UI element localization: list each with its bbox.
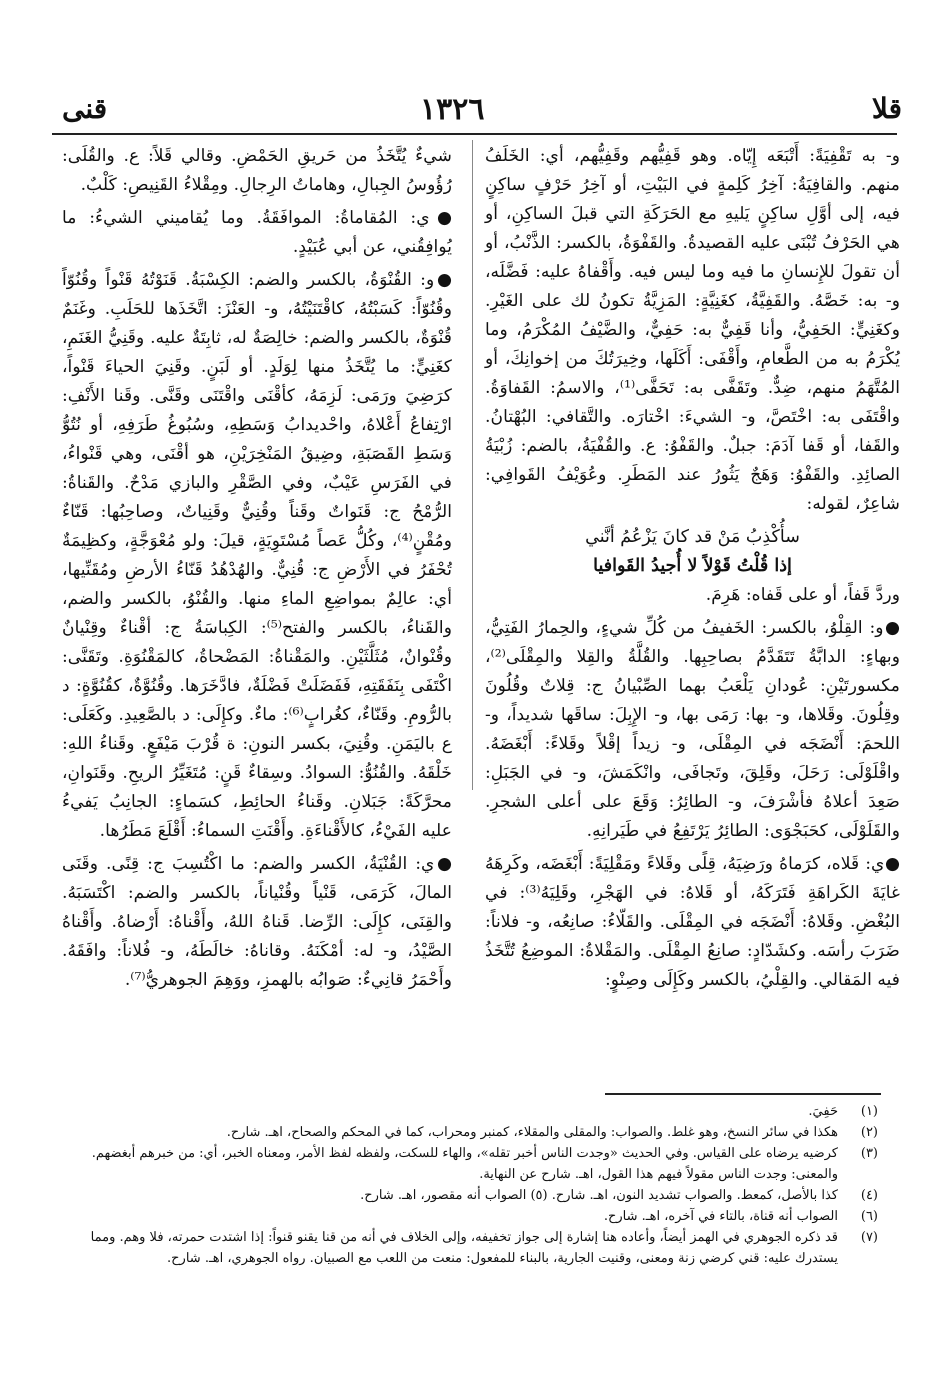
paragraph: ●ي: القُنْيَةُ، الكسر والضم: ما اكْتُسِبَ ج: قِنًى. وقَنَى المالَ، كَرَمَى، قَنْياً وقُنْياناً، بالكسر والضم: اكْتَسَبَهُ. والقِنَى، كإِلَى: الرِّضا. قَناهُ اللهُ، وأَقْناهُ: أَرْضاهُ. وأَقْناهُ الصَّيْدُ، و- له: أمْكَنَهُ. وقاناهُ: خالَطَهُ، و- فُلاناً: وافَقَهُ. وأَحْمَرُ قانِيءٌ: صَوابُه بالهمزِ، ووَهِمَ الجوهريُّ⁽⁷⁾.	[62, 854, 452, 990]
paragraph: و- به تَقْفِيَةً: أَتْبَعَه إِيّاه. وهو قَفِيُّهم وقَفِيُّهم، أي: الخَلَفُ منهم. والقافِيَةُ: آخِرُ كَلِمةٍ في البَيْتِ، أو آخِرُ حَرْفٍ ساكِنٍ فيه، إلى أوَّلِ ساكِنٍ يَليهِ مع الحَرَكَةِ التي قبلَ الساكِنِ، أو هي الحَرْفُ تُبْنَى عليه القصيدةُ. والقَفْوَةُ، بالكسر: الذَّنْبُ، أو أن تقولَ للإِنسانِ ما فيه وما ليس فيه. وأَقْفاهُ عليه: فَضَّلَه، و- به: خَصَّهُ. والقَفِيَّةُ، كغَنِيَّةٍ: المَزِيَّةُ تكونُ لك على الغَيْرِ. وكغَنِيٍّ: الحَفِيُّ، وأنا قَفِيٌّ به: حَفِيٌّ، والضَّيْفُ المُكْرَمُ، وما يُكْرَمُ به من الطَّعامِ، وأَقْفَى: أَكَلَها، وخِيرَتُكَ من إخوانِكَ، أو المُتَّهَمُ منهم، ضِدٌّ. وتَقَفَّى به: تَحَفَّى⁽¹⁾، والاسمُ: القَفاوَةُ. واقْتَفَى به: اخْتَصَّ، و- الشيءَ: اخْتارَه. والتَّقافي: البُهْتانُ. والقَفا، أو قَفا آدَمَ: جبلٌ. والقَفْوُ: ع. والقُفْيَةُ، بالضم: زُبْيَةُ الصائِدِ. والقَفْوُ: وَهَجٌ يَثُورُ عند المَطَرِ. وعُوَيْفُ القَوافِي: شاعِرٌ، لقوله:	[485, 146, 900, 514]
right-column	[485, 142, 900, 999]
footnote-number: (٧)	[860, 1230, 878, 1245]
footnote-number: (١)	[860, 1104, 878, 1119]
footnote	[52, 1185, 878, 1206]
footnote-text: الصواب أنه قناة، بالتاء في آخره، اهـ. شارح.	[603, 1209, 838, 1224]
verse-line: سأُكْذِبُ مَنْ قد كانَ يَزْعُمُ أنَّني	[585, 527, 800, 547]
paragraph: ●و: القِلْوُ، بالكسر: الخَفيفُ من كُلِّ شيءٍ، والحِمارُ الفَتِيُّ، وبهاءٍ: الدابَّةُ تَتَقَدَّمُ بصاحِبِها. والقُلَّةُ والقِلا والمِقْلَى⁽²⁾، مكسورتَيْنِ: عُودانِ يَلْعَبُ بهما الصِّبْيانُ ج: قِلاتٌ وقُلُونَ وقِلُونَ. وقَلاها، و- بها: رَمَى بها، و- الإِبِلَ: ساقَها شديداً، و- اللحمَ: أَنْضَجَه في المِقْلَى، و- زيداً إقْلاً وقَلاءً: أَبْغَضَهُ. واقْلَوْلَى: رَحَلَ، وقَلِقَ، وتَجافَى، وانْكَمَشَ، و- في الجَبَلِ: صَعِدَ أعلاهُ فأشْرَفَ، و- الطائِرُ: وَقَعَ على أعلى الشجرِ. والقَلَوْلَى، كحَبَجْوَى: الطائِرُ يَرْتَفِعُ في طَيَرانِهِ.	[485, 618, 900, 841]
footnote-text: قد ذكره الجوهري في الهمز أيضاً، وأعاده هنا إشارة إلى جواز تخفيفه، وإلى الخلاف في أنه من قنا يقنو قنواً: إذا اشتدت حمرته، فلا وهم. ومما يستدرك عليه: قني كرضي زنة ومعنى، وقنيت الجارية، بالبناء للمفعول: منعت من اللعب مع الصبيان. رواه الجوهري، اهـ. شارح.	[90, 1230, 838, 1266]
footnote	[52, 1206, 878, 1227]
column-divider	[472, 140, 473, 790]
footnote-text: كرضيه يرضاه على القياس. وفي الحديث «وجدت الناس أخبر تقله»، والهاء للسكت، ولفظه لفظ الأمر، ومعناه الخبر، أي: من خبرهم أبغضهم. والمعنى: وجدت الناس مقولاً فيهم هذا القول، اهـ. شارح عن النهاية.	[91, 1146, 838, 1182]
header-entry-word-right: قلا	[871, 92, 902, 125]
paragraph: ●ي: قَلاه، كرَماهُ ورَضِيَهُ، قِلًى وقَلاءً ومَقْلِيَةً: أَبْغَضَه، وكَرِهَهُ غايَةَ الكَراهَةِ فَتَرَكَهُ، أو قَلاهُ: في الهَجْرِ، وقَلِيَهُ⁽³⁾: في البُغْضِ. وقَلاهُ: أَنْضَجَه في المِقْلَى. والقَلّاءُ: صانِعُه، و- فلاناً: ضَرَبَ رأسَه. وكشَدّادٍ: صانِعُ المِقْلَى. والمَقْلاةُ: الموضِعُ تُتَّخَذُ فيه المَقالي. والقِلْيُ، بالكسر وكَإِلَى وصِنْوٍ:	[485, 854, 900, 990]
paragraph: ●ي: المُقاماةُ: الموافَقَةُ. وما يُقاميني الشيءُ: ما يُوافِقُني، عن أبي عُبَيْدٍ.	[62, 208, 452, 257]
footnote-text: كذا بالأصل، كمعط. والصواب تشديد النون، اهـ. شارح. (٥) الصواب أنه مقصور، اهـ. شارح.	[360, 1188, 838, 1203]
footnote-number: (٢)	[860, 1125, 878, 1140]
left-column	[62, 142, 452, 999]
footnotes	[52, 1101, 878, 1269]
footnote-number: (٦)	[860, 1209, 878, 1224]
paragraph: شيءٌ يُتَّخَذُ من حَريقِ الحَمْضِ. وقالي قَلاً: ع. والقُلَى: رُؤُوسُ الجِبالِ، وهاماتُ الرِجالِ. ومِقْلاءُ القَنِيصِ: كَلْبٌ.	[62, 146, 452, 195]
footnote-number: (٣)	[860, 1146, 878, 1161]
footnote	[52, 1101, 878, 1122]
verse-line: إذا قُلْتُ قَوْلاً لا أُجيدُ القَوافيا	[593, 556, 792, 576]
page-number: ١٣٢٦	[420, 92, 485, 127]
footnote-number: (٤)	[860, 1188, 878, 1203]
header-entry-word-left: قنى	[62, 92, 108, 125]
footnote	[52, 1227, 878, 1269]
footnote-text: حَفِيَ.	[808, 1104, 838, 1119]
header-rule	[52, 133, 897, 135]
footnote	[52, 1143, 878, 1185]
footnote-text: هكذا في سائر النسخ، وهو غلط. والصواب: والمقلى والمقلاء، كمنبر ومحراب، كما في المحكم والصحاح، اهـ. شارح.	[226, 1125, 838, 1140]
footnote	[52, 1122, 878, 1143]
paragraph: ●و: القُنْوَةُ، بالكسر والضم: الكِسْبَةُ. قَنَوْتُهُ قَنْواً وقُنُوّاً وقُنُوّاً: كَسَبْتُهُ، كاقْتَنَيْتُهُ، و- العَنْزَ: اتَّخَذَها للحَلَبِ. وغَنَمٌ قُنْوَةٌ، بالكسر والضم: خالِصَةٌ له، ثابِتَةٌ عليه. وقَنِيُّ الغَنَمِ، كغَنِيٍّ: ما يُتَّخَذُ منها لِوَلَدٍ. أو لَبَنٍ. وقَنِيَ الحياءَ قَنْواً، كرَضِيَ ورَمَى: لَزِمَهُ، كأقْنَى واقْتَنَى وقَنَّى. وقَنا الأَنْفِ: ارْتِفاعُ أَعْلاهُ، واحْديدابُ وَسَطِهِ، وسُبُوغُ طَرَفِهِ، أو نُتُوُّ وَسَطِ القَصَبَةِ، وضِيقُ المَنْخِرَيْنِ، هو أقْنَى، وهي قَنْواءُ، في الفَرَسِ عَيْبٌ، وفي الصَّقْرِ والبازي مَدْحٌ. والقَناةُ: الرُّمْحُ ج: قَنَواتٌ وقَناً وقُنِيٌّ وقَنِياتٌ، وصاحِبُها: قَنّاءٌ ومُقْنٍ⁽⁴⁾، وكُلُّ عَصاً مُسْتَوِيَةٍ، قيلَ: ولو مُعْوَجَّةٍ، وكظِيمَةٌ تُحْفَرُ في الأَرْضِ ج: قُنِيٌّ. والهُدْهُدُ قَنّاءُ الأرضِ ومُقَنِّيها، أي: عالِمٌ بمواضِعِ الماءِ منها. والقُنْوُ، بالكسر والضم، والقَناءُ، بالكسر والفتح⁽⁵⁾: الكِباسَةُ ج: أقْناءٌ وقِنْيانٌ وقُنْوانٌ، مُثَلَّثَيْنِ. والمَقْناةُ: المَضْحاةُ، كالمَقْنُوَةِ. وتَقَنَّى: اكْتَفَى بِنَفَقَتِهِ، فَفَضَلَتْ فَضْلَةٌ، فادَّخَرَها. وقُنُوَّةٌ، كقُنُوَّةٍ: د بالرُّومِ. وقَنّاءٌ، كغُرابٍ⁽⁶⁾: ماءٌ. وكإِلَى: د بالصَّعِيدِ. وكَعَلَى: ع باليَمَنِ. وقُنِيَ، بكسر النونِ: ة قُرْبَ مَيْفَعٍ. وقَناءُ اللهِ: خَلْقَهُ. والقُنُوُّ: السوادُ. وسِقاءٌ قَنٍ: مُتَغَيِّرُ الريحِ. وقَنَوانِ، محرَّكَةً: جَبَلانِ. وقَناءُ الحائِطِ، كسَماءٍ: الجانِبُ يَفيءُ عليه الفَيْءُ، كالأَقْناءَةِ. وأَقْنَتِ السماءُ: أَقْلَعَ مَطَرُها.	[62, 270, 452, 841]
paragraph: وردَّ قَفاً، أو على قَفاه: هَرِمَ.	[705, 585, 900, 605]
footnote-rule	[605, 1093, 881, 1095]
